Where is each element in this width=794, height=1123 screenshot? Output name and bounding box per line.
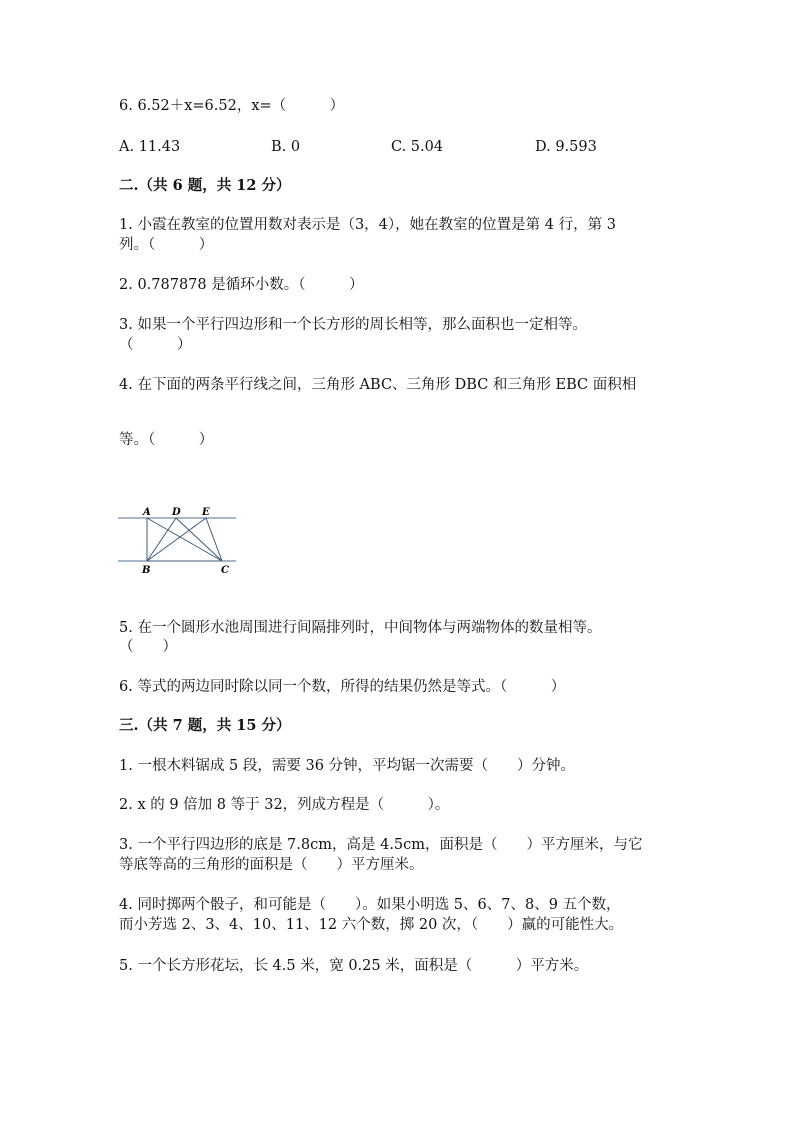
option-c: C. 5.04 — [391, 139, 444, 155]
s3-q4-line2: 而小芳选 2、3、4、10、11、12 六个数，掷 20 次，（ ）赢的可能性大。 — [119, 917, 624, 933]
option-d: D. 9.593 — [535, 139, 597, 155]
s2-q2: 2. 0.787878 是循环小数。（ ） — [119, 277, 364, 293]
label-b: B — [142, 565, 151, 576]
question-6-stem: 6. 6.52＋x=6.52，x=（ ） — [119, 98, 345, 114]
parallel-lines-triangle-figure — [112, 500, 244, 580]
s2-q4-line2: 等。（ ） — [119, 432, 214, 448]
label-d: D — [172, 507, 181, 518]
segment-eb — [147, 518, 206, 561]
option-a: A. 11.43 — [119, 139, 181, 155]
s3-q2: 2. x 的 9 倍加 8 等于 32，列成方程是（ ）。 — [119, 797, 450, 813]
s2-q1-line2: 列。（ ） — [119, 237, 214, 253]
s3-q1: 1. 一根木料锯成 5 段，需要 36 分钟，平均锯一次需要（ ）分钟。 — [119, 758, 576, 774]
s2-q6: 6. 等式的两边同时除以同一个数，所得的结果仍然是等式。（ ） — [119, 679, 566, 695]
s2-q5-line1: 5. 在一个圆形水池周围进行间隔排列时，中间物体与两端物体的数量相等。 — [119, 620, 602, 636]
option-b: B. 0 — [271, 139, 301, 155]
label-e: E — [202, 507, 210, 518]
s3-q3-line2: 等底等高的三角形的面积是（ ）平方厘米。 — [119, 857, 424, 873]
segment-db — [147, 518, 176, 561]
s2-q1-line1: 1. 小霞在教室的位置用数对表示是（3，4），她在教室的位置是第 4 行，第 3 — [119, 217, 616, 233]
segment-ec — [206, 518, 222, 561]
section-3-header: 三.（共 7 题，共 15 分） — [119, 717, 291, 734]
s2-q3-line1: 3. 如果一个平行四边形和一个长方形的周长相等，那么面积也一定相等。 — [119, 317, 587, 333]
s3-q4-line1: 4. 同时掷两个骰子，和可能是（ ）。如果小明选 5、6、7、8、9 五个数， — [119, 897, 621, 913]
section-2-header: 二.（共 6 题，共 12 分） — [119, 177, 291, 194]
s2-q5-line2: （ ） — [119, 639, 177, 655]
label-a: A — [143, 507, 151, 518]
segment-ac — [147, 518, 222, 561]
s2-q4-line1: 4. 在下面的两条平行线之间，三角形 ABC、三角形 DBC 和三角形 EBC 面积相 — [119, 377, 637, 393]
s2-q3-line2: （ ） — [119, 337, 192, 353]
label-c: C — [221, 565, 229, 576]
s3-q5: 5. 一个长方形花坛，长 4.5 米，宽 0.25 米，面积是（ ）平方米。 — [119, 958, 589, 974]
s3-q3-line1: 3. 一个平行四边形的底是 7.8cm，高是 4.5cm，面积是（ ）平方厘米，与它 — [119, 837, 643, 853]
segment-dc — [176, 518, 222, 561]
